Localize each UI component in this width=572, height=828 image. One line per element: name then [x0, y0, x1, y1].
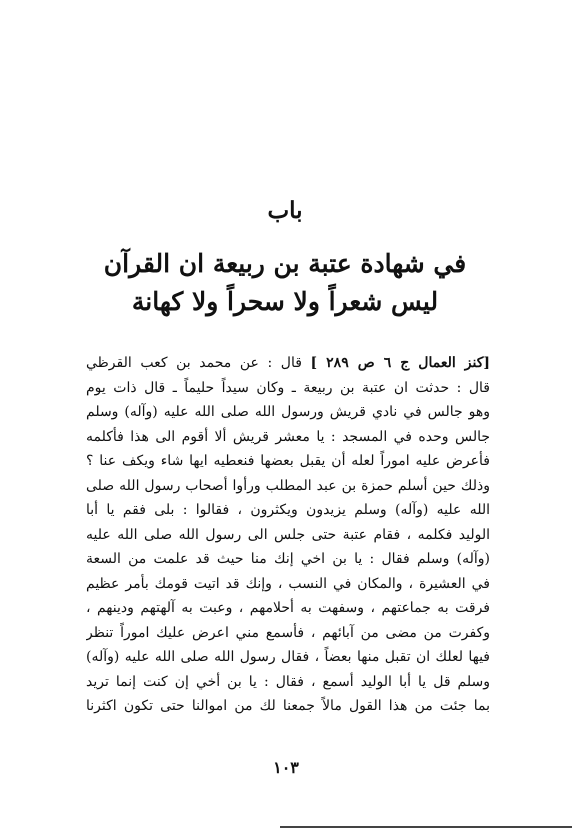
body-line: وذلك حين أسلم حمزة بن عبد المطلب ورأوا أصحاب رسول الله صلى: [86, 477, 490, 494]
body-line: الله عليه (وآله) وسلم يزيدون ويكثرون ، فقالوا : بلى فقم يا أبا: [86, 502, 490, 518]
chapter-title-line-1: في شهادة عتبة بن ربيعة ان القرآن: [103, 249, 467, 278]
body-text: [86, 351, 490, 719]
chapter-label: باب: [267, 197, 303, 224]
body-line: فأعرض عليه اموراً لعله أن يقبل بعضها فنعطيه ايها شاء ويكف عنا ؟: [86, 453, 490, 469]
body-line: في العشيرة ، والمكان في النسب ، وإنك قد اتيت قومك بأمر عظيم: [86, 575, 490, 592]
page-number: ١٠٣: [273, 758, 299, 777]
body-line: الوليد فكلمه ، فقام عتبة حتى جلس الى رسول الله صلى الله عليه: [86, 526, 490, 543]
body-line: قال : حدثت ان عتبة بن ربيعة ـ وكان سيداً حليماً ـ قال ذات يوم: [86, 379, 490, 396]
source-reference: [كنز العمال ج ٦ ص ٢٨٩ ]: [310, 355, 490, 371]
body-line-first-rest: قال : عن محمد بن كعب القرظي: [86, 355, 311, 371]
body-line: بما جئت من هذا القول مالاً جمعنا لك من اموالنا حتى تكون اكثرنا: [86, 698, 490, 714]
body-line: وسلم قل يا أبا الوليد أسمع ، فقال : يا بن أخي إن كنت إنما تريد: [86, 673, 490, 690]
body-line: جالس وحده في المسجد : يا معشر قريش ألا أقوم الى هذا فأكلمه: [86, 428, 490, 445]
body-line: فرقت به جماعتهم ، وسفهت به أحلامهم ، وعبت به آلهتهم ودينهم ،: [86, 600, 490, 616]
chapter-title-line-2: ليس شعراً ولا سحراً ولا كهانة: [131, 287, 439, 316]
body-line: (وآله) وسلم فقال : يا بن اخي إنك منا حيث قد علمت من السعة: [86, 551, 490, 567]
body-line-first: [86, 351, 490, 376]
body-line: فيها لعلك ان تقبل منها بعضاً ، فقال رسول الله صلى الله عليه (وآله): [86, 649, 490, 665]
body-line: وكفرت من مضى من آبائهم ، فأسمع مني اعرض عليك اموراً تنظر: [86, 624, 490, 641]
body-line: وهو جالس في نادي قريش ورسول الله صلى الله عليه (وآله) وسلم: [86, 404, 490, 420]
